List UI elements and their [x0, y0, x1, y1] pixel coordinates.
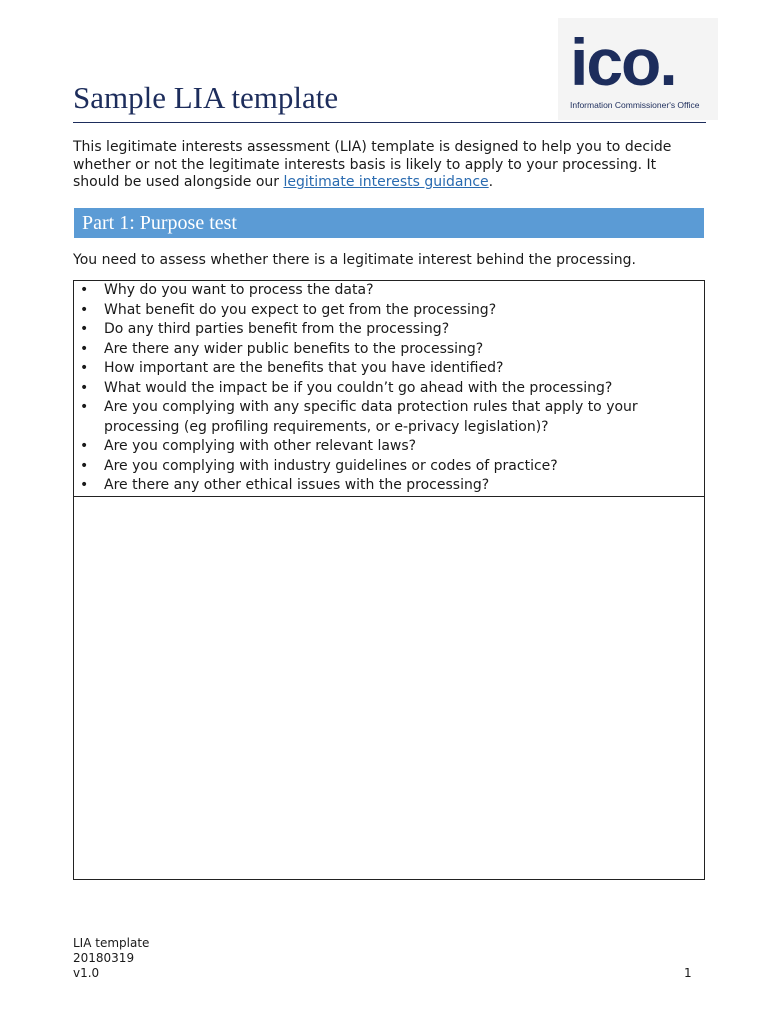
question-item — [74, 379, 704, 399]
question-item — [74, 320, 704, 340]
page-title: Sample LIA template — [73, 80, 339, 115]
questions-list — [74, 281, 704, 496]
bullet-icon: • — [80, 477, 89, 493]
bullet-icon: • — [80, 282, 89, 298]
logo-mark: ico. — [570, 25, 676, 99]
footer-date: 20180319 — [73, 951, 135, 965]
part1-heading-bar — [74, 208, 704, 238]
intro-text-end: . — [488, 174, 494, 190]
bullet-icon: • — [80, 379, 89, 396]
bullet-icon: • — [80, 438, 89, 454]
intro-paragraph — [73, 139, 705, 192]
bullet-icon: • — [80, 360, 89, 376]
part1-lead-text: You need to assess whether there is a legitimate interest behind the processing. — [73, 252, 636, 268]
part1-heading: Part 1: Purpose test — [82, 212, 237, 234]
answer-box[interactable] — [73, 495, 705, 880]
bullet-icon: • — [80, 340, 89, 357]
bullet-icon: • — [80, 457, 89, 474]
footer-version: v1.0 — [73, 966, 100, 980]
questions-box — [73, 280, 705, 497]
question-item — [74, 340, 704, 360]
question-item — [74, 437, 704, 457]
question-text: How important are the benefits that you have identified? — [104, 360, 504, 376]
question-text: Do any third parties benefit from the processing? — [104, 321, 450, 337]
question-item — [74, 359, 704, 379]
legitimate-interests-guidance-link[interactable]: legitimate interests guidance — [283, 174, 489, 190]
title-divider — [73, 122, 706, 123]
bullet-icon: • — [80, 301, 89, 318]
question-item — [74, 281, 704, 301]
question-item — [74, 301, 704, 321]
question-text: Are you complying with any specific data protection rules that apply to your processing (eg profiling requirements, or e-privacy legislation)? — [104, 399, 638, 435]
question-item — [74, 476, 704, 496]
question-text: Are you complying with other relevant laws? — [104, 438, 417, 454]
page-number: 1 — [684, 966, 692, 980]
question-text: What benefit do you expect to get from the processing? — [104, 301, 497, 318]
question-text: Why do you want to process the data? — [104, 282, 374, 298]
bullet-icon: • — [80, 399, 89, 415]
ico-logo — [558, 18, 718, 120]
question-text: Are you complying with industry guidelines or codes of practice? — [104, 457, 558, 474]
question-item — [74, 398, 704, 437]
question-text: What would the impact be if you couldn’t go ahead with the processing? — [104, 379, 613, 396]
bullet-icon: • — [80, 321, 89, 337]
intro-text: This legitimate interests assessment (LIA) template is designed to help you to decide whether or not the legitimate interests basis is likely to apply to your processing. It should be used alongside our — [73, 139, 672, 190]
logo-subtitle: Information Commissioner's Office — [570, 100, 700, 110]
question-item — [74, 457, 704, 477]
footer-doc-name: LIA template — [73, 936, 150, 950]
question-text: Are there any other ethical issues with the processing? — [104, 477, 490, 493]
footer — [73, 936, 149, 981]
question-text: Are there any wider public benefits to the processing? — [104, 340, 484, 357]
